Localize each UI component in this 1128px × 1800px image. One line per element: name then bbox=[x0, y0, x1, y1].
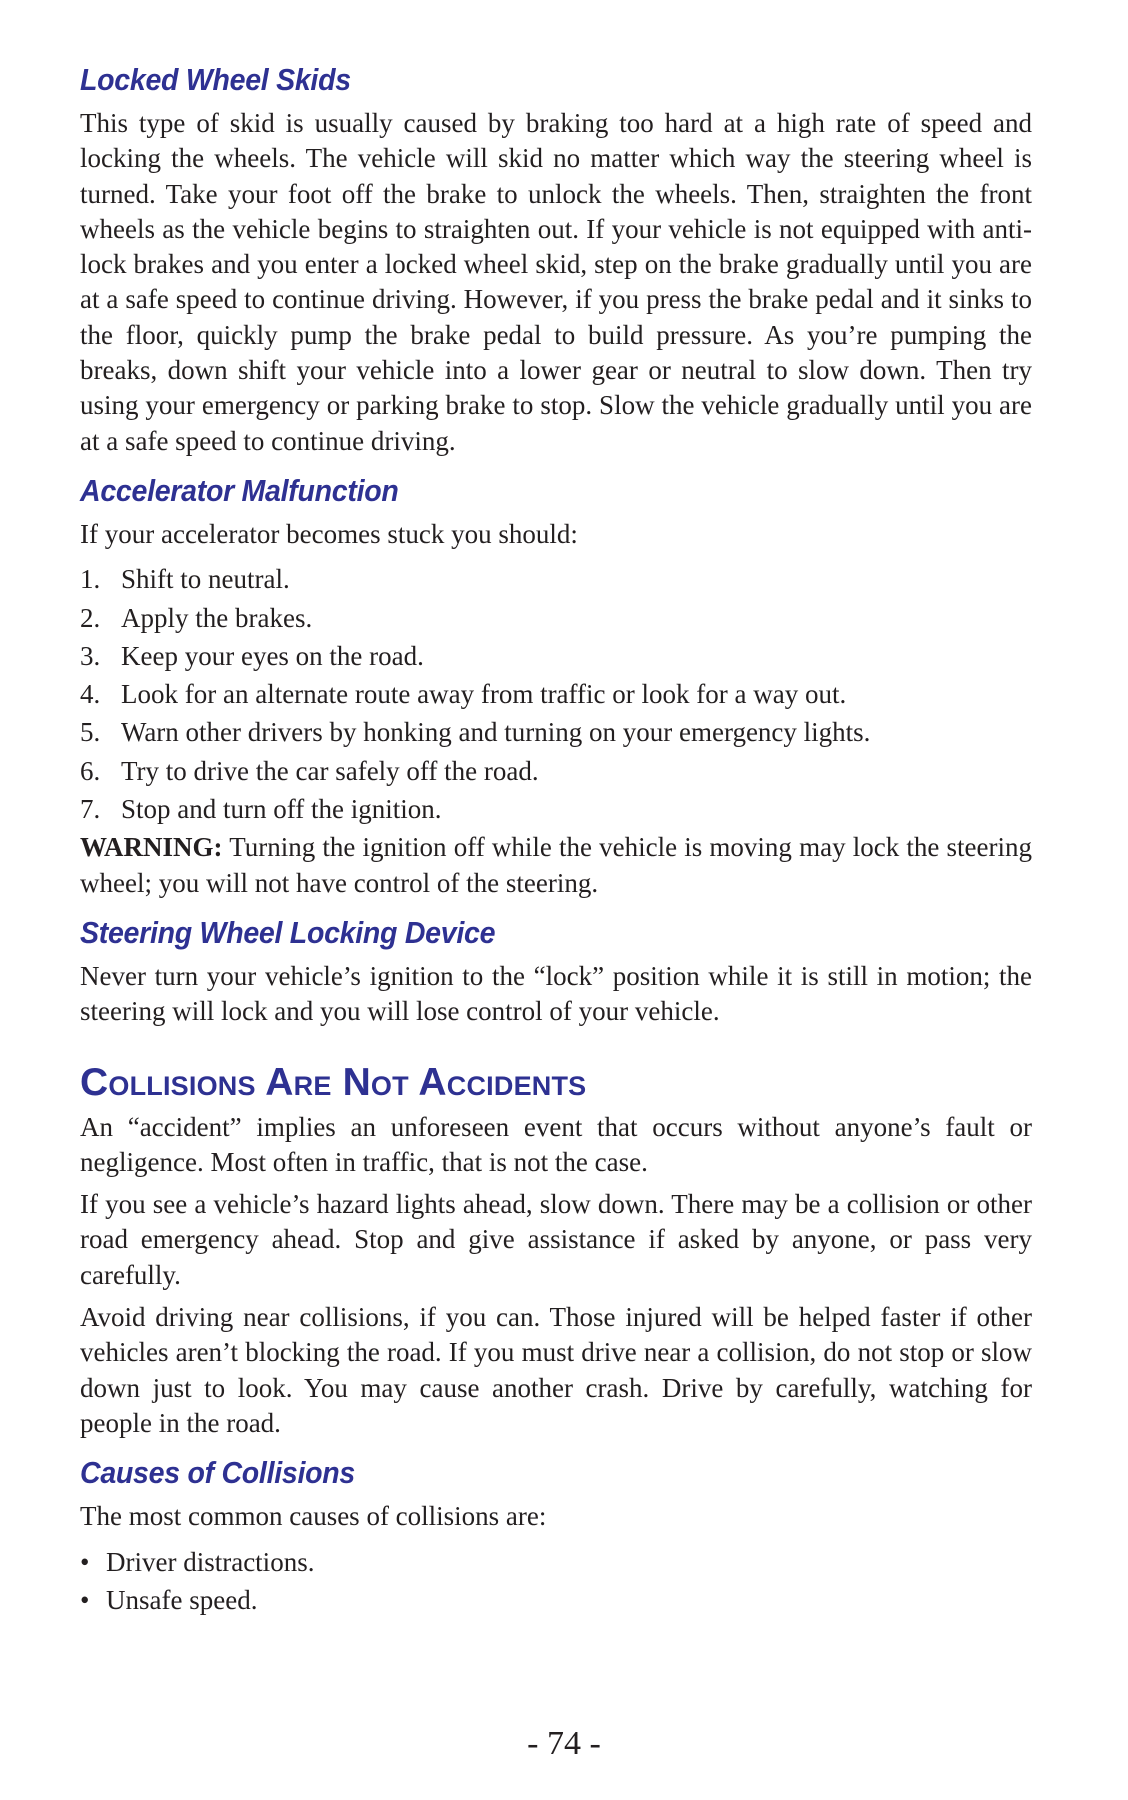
warning-label: WARNING: bbox=[80, 832, 223, 863]
list-item-text: Keep your eyes on the road. bbox=[121, 640, 424, 671]
list-item bbox=[80, 675, 1032, 713]
heading-collisions-are-not-accidents: Collisions Are Not Accidents bbox=[80, 1060, 587, 1104]
warning-text: Turning the ignition off while the vehicle is moving may lock the steering wheel; you will not have control of the steering. bbox=[80, 832, 1032, 898]
heading-accelerator-malfunction: Accelerator Malfunction bbox=[80, 472, 399, 508]
collisions-paragraph: Avoid driving near collisions, if you can. Those injured will be helped faster if other vehicles aren’t blocking the road. If you must drive near a collision, do not stop or slow down just to look. You may cause another crash. Drive by carefully, watching for people in the road. bbox=[80, 1302, 1032, 1438]
manual-page-content bbox=[80, 60, 1032, 1621]
list-item-number: 4. bbox=[80, 679, 101, 710]
list-item-text: Driver distractions. bbox=[106, 1546, 315, 1577]
list-item bbox=[80, 1543, 1032, 1581]
ignition-warning bbox=[80, 830, 1032, 901]
list-item bbox=[80, 713, 1032, 751]
list-item-number: 7. bbox=[80, 794, 101, 825]
list-item-text: Try to drive the car safely off the road. bbox=[121, 755, 539, 786]
list-item-text: Shift to neutral. bbox=[121, 564, 290, 595]
list-item bbox=[80, 752, 1032, 790]
locked-wheel-skids-paragraph: This type of skid is usually caused by braking too hard at a high rate of speed and locking the wheels. The vehicle will skid no matter which way the steering wheel is turned. Take your foot off the brake to unlock the wheels. Then, straighten the front wheels as the vehicle begins to straighten out. If your vehicle is not equipped with anti-lock brakes and you enter a locked wheel skid, step on the brake gradually until you are at a safe speed to continue driving. However, if you press the brake pedal and it sinks to the floor, quickly pump the brake pedal to build pressure. As you’re pumping the breaks, down shift your vehicle into a lower gear or neutral to slow down. Then try using your emergency or parking brake to stop. Slow the vehicle gradually until you are at a safe speed to continue driving. bbox=[80, 108, 1032, 456]
list-item-number: 6. bbox=[80, 755, 101, 786]
bullet-icon: • bbox=[80, 1584, 90, 1615]
list-item-number: 5. bbox=[80, 717, 101, 748]
heading-causes-of-collisions: Causes of Collisions bbox=[80, 1455, 355, 1491]
bullet-icon: • bbox=[80, 1546, 90, 1577]
collisions-paragraph: An “accident” implies an unforeseen event that occurs without anyone’s fault or negligence. Most often in traffic, that is not the case. bbox=[80, 1111, 1032, 1177]
heading-steering-wheel-locking-device: Steering Wheel Locking Device bbox=[80, 914, 496, 950]
causes-bullet-list bbox=[80, 1543, 1032, 1620]
list-item bbox=[80, 637, 1032, 675]
collisions-paragraph: If you see a vehicle’s hazard lights ahead, slow down. There may be a collision or other road emergency ahead. Stop and give assistance if asked by anyone, or pass very carefully. bbox=[80, 1189, 1032, 1290]
accelerator-steps-list bbox=[80, 560, 1032, 828]
list-item-text: Warn other drivers by honking and turning on your emergency lights. bbox=[121, 717, 871, 748]
list-item-text: Unsafe speed. bbox=[106, 1584, 258, 1615]
list-item bbox=[80, 599, 1032, 637]
list-item bbox=[80, 560, 1032, 598]
list-item-number: 2. bbox=[80, 602, 101, 633]
list-item-text: Look for an alternate route away from traffic or look for a way out. bbox=[121, 679, 847, 710]
list-item-text: Stop and turn off the ignition. bbox=[121, 794, 442, 825]
list-item-number: 3. bbox=[80, 640, 101, 671]
heading-locked-wheel-skids: Locked Wheel Skids bbox=[80, 62, 351, 97]
list-item-text: Apply the brakes. bbox=[121, 602, 313, 633]
accelerator-intro: If your accelerator becomes stuck you should: bbox=[80, 518, 578, 549]
steering-lock-paragraph: Never turn your vehicle’s ignition to the “lock” position while it is still in motion; the steering will lock and you will lose control of your vehicle. bbox=[80, 960, 1032, 1027]
list-item-number: 1. bbox=[80, 564, 101, 595]
page-number: - 74 - bbox=[527, 1725, 601, 1762]
list-item bbox=[80, 790, 1032, 828]
list-item bbox=[80, 1581, 1032, 1619]
causes-intro: The most common causes of collisions are: bbox=[80, 1501, 547, 1532]
